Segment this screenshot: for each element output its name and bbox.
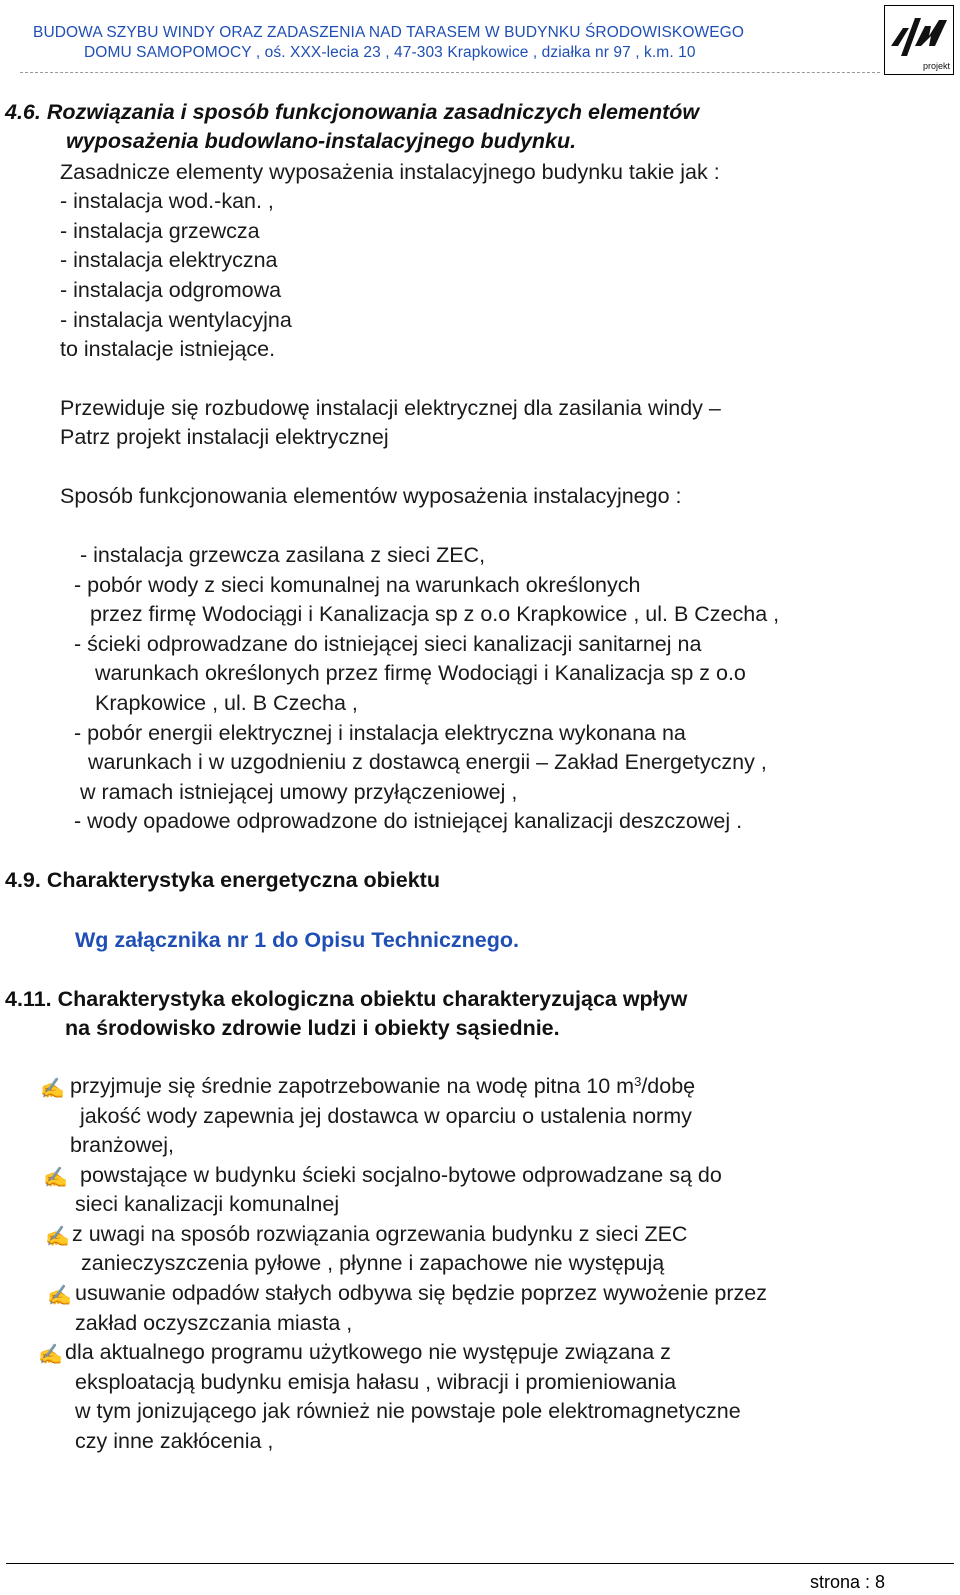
paragraph-line: Sposób funkcjonowania elementów wyposażenia instalacyjnego :	[60, 484, 682, 508]
list-item: - instalacja wod.-kan. ,	[60, 189, 274, 213]
footer-divider	[6, 1563, 954, 1564]
logo-text: projekt	[923, 61, 951, 71]
list-item-continuation: w ramach istniejącej umowy przyłączeniowej ,	[80, 780, 518, 804]
list-item: - instalacja wentylacyjna	[60, 308, 292, 332]
bullet-text-continuation: zanieczyszczenia pyłowe , płynne i zapachowe nie występują	[81, 1251, 665, 1275]
header-divider	[20, 72, 880, 73]
section-4-6-title-line-1: 4.6. Rozwiązania i sposób funkcjonowania zasadniczych elementów	[5, 100, 700, 124]
bullet-text-continuation: czy inne zakłócenia ,	[75, 1429, 274, 1453]
list-item-continuation: warunkach określonych przez firmę Wodociągi i Kanalizacja sp z o.o	[95, 661, 746, 685]
bullet-text: powstające w budynku ścieki socjalno-bytowe odprowadzane są do	[80, 1163, 722, 1187]
superscript: 3	[634, 1074, 642, 1089]
text-line: Zasadnicze elementy wyposażenia instalacyjnego budynku takie jak :	[60, 160, 720, 184]
text-line: to instalacje istniejące.	[60, 337, 276, 361]
attachment-reference: Wg załącznika nr 1 do Opisu Technicznego.	[75, 928, 520, 952]
header-line-1: BUDOWA SZYBU WINDY ORAZ ZADASZENIA NAD TARASEM W BUDYNKU ŚRODOWISKOWEGO	[33, 24, 744, 41]
list-item-continuation: przez firmę Wodociągi i Kanalizacja sp z o.o Krapkowice , ul. B Czecha ,	[90, 602, 780, 626]
bullet-text-continuation: jakość wody zapewnia jej dostawca w oparciu o ustalenia normy	[80, 1104, 692, 1128]
section-4-11-title-line-2: na środowisko zdrowie ludzi i obiekty sąsiednie.	[65, 1016, 560, 1040]
list-item: - wody opadowe odprowadzone do istniejącej kanalizacji deszczowej .	[74, 809, 743, 833]
list-item: - instalacja odgromowa	[60, 278, 282, 302]
bullet-text: usuwanie odpadów stałych odbywa się będzie poprzez wywożenie przez	[75, 1281, 767, 1305]
list-item: - ścieki odprowadzane do istniejącej sieci kanalizacji sanitarnej na	[74, 632, 702, 656]
paragraph-line: Przewiduje się rozbudowę instalacji elektrycznej dla zasilania windy –	[60, 396, 721, 420]
bullet-text-continuation: branżowej,	[70, 1133, 174, 1157]
bullet-text: z uwagi na sposób rozwiązania ogrzewania budynku z sieci ZEC	[72, 1222, 688, 1246]
list-item: - instalacja elektryczna	[60, 248, 278, 272]
header-line-2: DOMU SAMOPOMOCY , oś. XXX-lecia 23 , 47-303 Krapkowice , działka nr 97 , k.m. 10	[84, 44, 696, 61]
writing-hand-icon: ✍	[45, 1226, 70, 1248]
section-4-6-title-line-2: wyposażenia budowlano-instalacyjnego budynku.	[66, 129, 577, 153]
company-logo	[884, 5, 954, 75]
writing-hand-icon: ✍	[40, 1078, 65, 1100]
list-item: - instalacja grzewcza zasilana z sieci ZEC,	[80, 543, 486, 567]
writing-hand-icon: ✍	[38, 1344, 63, 1366]
writing-hand-icon: ✍	[43, 1167, 68, 1189]
list-item-continuation: Krapkowice , ul. B Czecha ,	[95, 691, 358, 715]
paragraph-line: Patrz projekt instalacji elektrycznej	[60, 425, 389, 449]
bullet-text: przyjmuje się średnie zapotrzebowanie na wodę pitna 10 $m^3$/dobę	[70, 1074, 696, 1098]
writing-hand-icon: ✍	[47, 1285, 72, 1307]
bullet-text-continuation: zakład oczyszczania miasta ,	[75, 1311, 353, 1335]
section-4-11-title-line-1: 4.11. Charakterystyka ekologiczna obiektu charakteryzująca wpływ	[5, 987, 688, 1011]
bullet-text-continuation: sieci kanalizacji komunalnej	[75, 1192, 340, 1216]
bullet-text: dla aktualnego programu użytkowego nie występuje związana z	[65, 1340, 671, 1364]
section-4-9-title: 4.9. Charakterystyka energetyczna obiektu	[5, 868, 440, 892]
page-number: strona : 8	[810, 1572, 886, 1592]
list-item-continuation: warunkach i w uzgodnieniu z dostawcą energii – Zakład Energetyczny ,	[88, 750, 767, 774]
bullet-text-continuation: eksploatacją budynku emisja hałasu , wibracji i promieniowania	[75, 1370, 677, 1394]
list-item: - pobór energii elektrycznej i instalacja elektryczna wykonana na	[74, 721, 686, 745]
list-item: - instalacja grzewcza	[60, 219, 260, 243]
bullet-text-continuation: w tym jonizującego jak również nie powstaje pole elektromagnetyczne	[75, 1399, 741, 1423]
list-item: - pobór wody z sieci komunalnej na warunkach określonych	[74, 573, 641, 597]
